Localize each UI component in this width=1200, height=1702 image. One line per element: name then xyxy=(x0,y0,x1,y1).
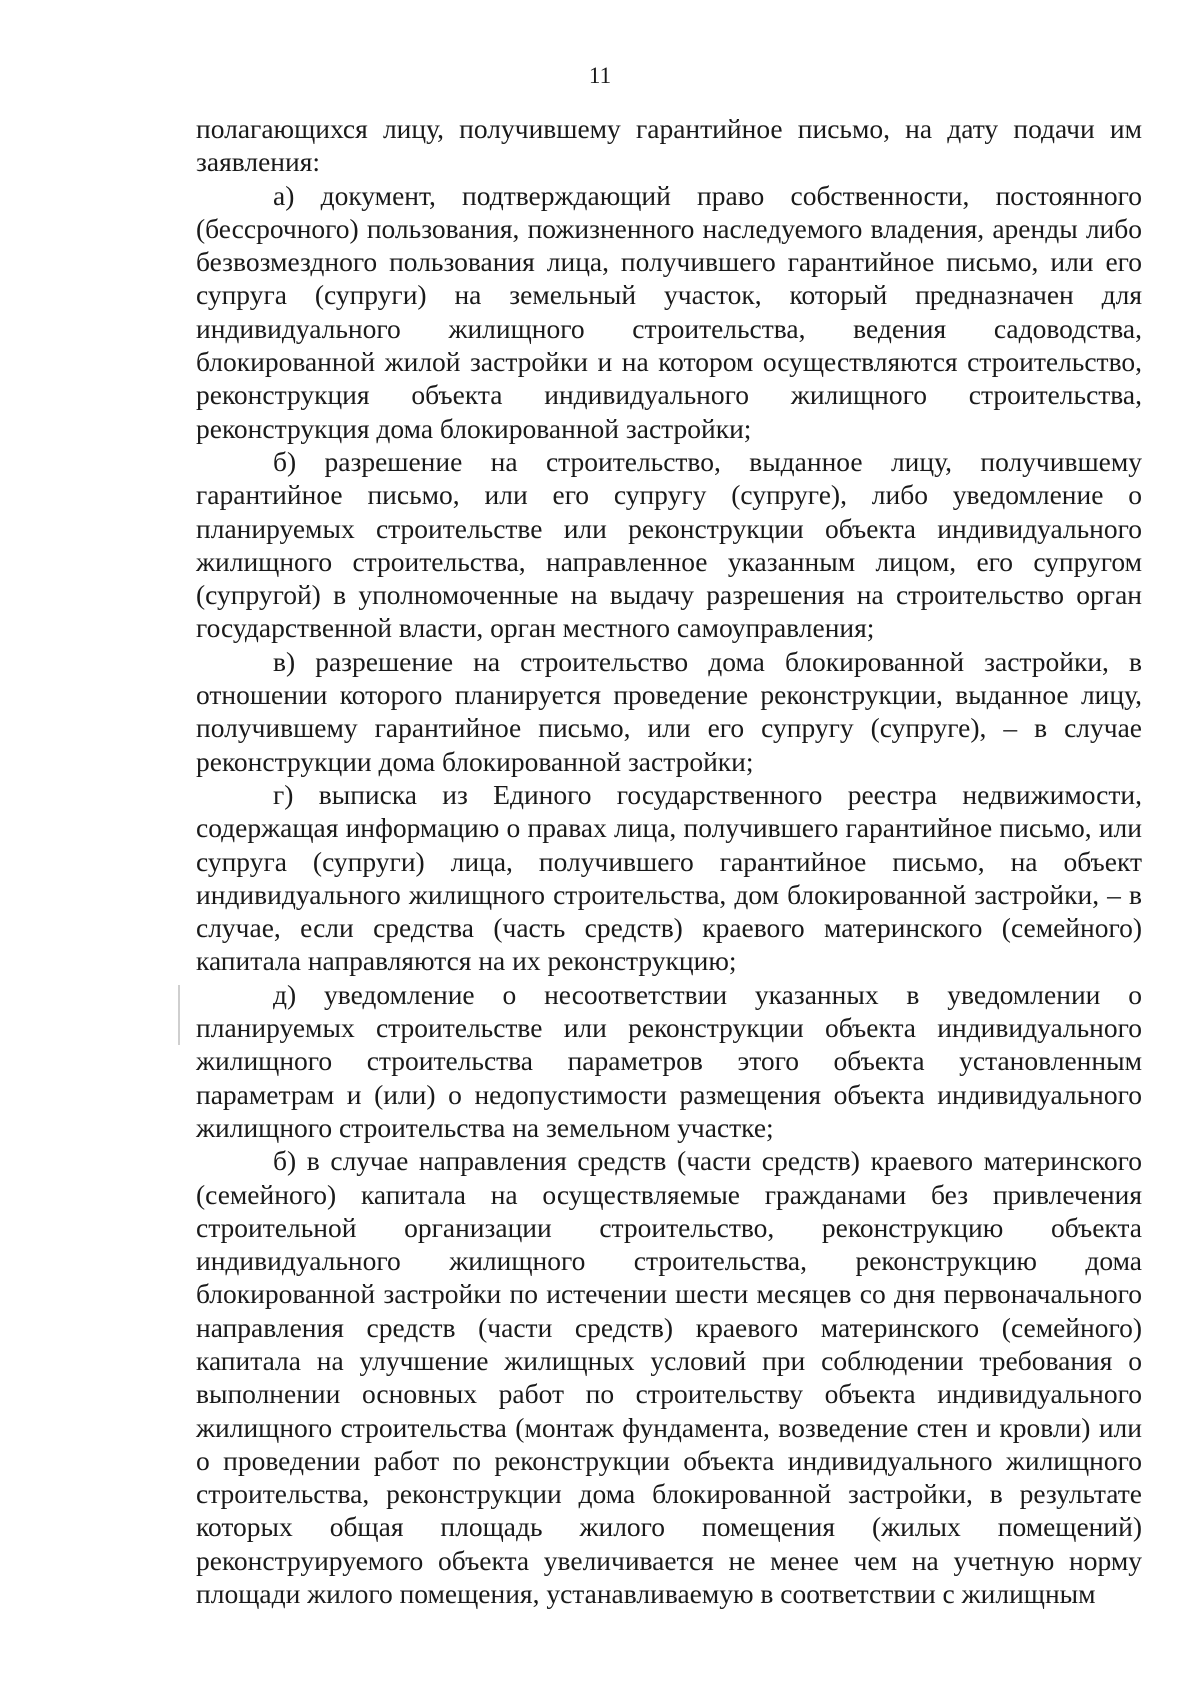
paragraph-item-b-second: б) в случае направления средств (части средств) краевого материнского (семейного) капитала на осуществляемые гражданами без привлечения строительной организации строительство, реконструкцию объекта индивидуального жилищного строительства, реконструкцию дома блокированной застройки по истечении шести месяцев со дня первоначального направления средств (части средств) краевого материнского (семейного) капитала на улучшение жилищных условий при соблюдении требования о выполнении основных работ по строительству объекта индивидуального жилищного строительства (монтаж фундамента, возведение стен и кровли) или о проведении работ по реконструкции объекта индивидуального жилищного строительства, реконструкции дома блокированной застройки, в результате которых общая площадь жилого помещения (жилых помещений) реконструируемого объекта увеличивается не менее чем на учетную норму площади жилого помещения, устанавливаемую в соответствии с жилищным xyxy=(196,1145,1142,1610)
page-number: 11 xyxy=(588,63,612,88)
paragraph-continuation: полагающихся лицу, получившему гарантийное письмо, на дату подачи им заявления: xyxy=(196,113,1142,178)
scan-margin-mark xyxy=(178,985,180,1045)
paragraph-item-b: б) разрешение на строительство, выданное лицу, получившему гарантийное письмо, или его супругу (супруге), либо уведомление о планируемых строительстве или реконструкции объекта индивидуального жилищного строительства, направленное указанным лицом, его супругом (супругой) в уполномоченные на выдачу разрешения на строительство орган государственной власти, орган местного самоуправления; xyxy=(196,445,1142,644)
paragraph-item-d: д) уведомление о несоответствии указанных в уведомлении о планируемых строительстве или реконструкции объекта индивидуального жилищного строительства параметров этого объекта установленным параметрам и (или) о недопустимости размещения объекта индивидуального жилищного строительства на земельном участке; xyxy=(196,978,1142,1143)
paragraph-item-v: в) разрешение на строительство дома блокированной застройки, в отношении которого планируется проведение реконструкции, выданное лицу, получившему гарантийное письмо, или его супругу (супруге), – в случае реконструкции дома блокированной застройки; xyxy=(196,645,1142,777)
document-body xyxy=(196,112,1142,1610)
paragraph-item-g: г) выписка из Единого государственного реестра недвижимости, содержащая информацию о правах лица, получившего гарантийное письмо, или супруга (супруги) лица, получившего гарантийное письмо, на объект индивидуального жилищного строительства, дом блокированной застройки, – в случае, если средства (часть средств) краевого материнского (семейного) капитала направляются на их реконструкцию; xyxy=(196,778,1142,977)
paragraph-item-a: а) документ, подтверждающий право собственности, постоянного (бессрочного) пользования, пожизненного наследуемого владения, аренды либо безвозмездного пользования лица, получившего гарантийное письмо, или его супруга (супруги) на земельный участок, который предназначен для индивидуального жилищного строительства, ведения садоводства, блокированной жилой застройки и на котором осуществляются строительство, реконструкция объекта индивидуального жилищного строительства, реконструкция дома блокированной застройки; xyxy=(196,179,1142,444)
